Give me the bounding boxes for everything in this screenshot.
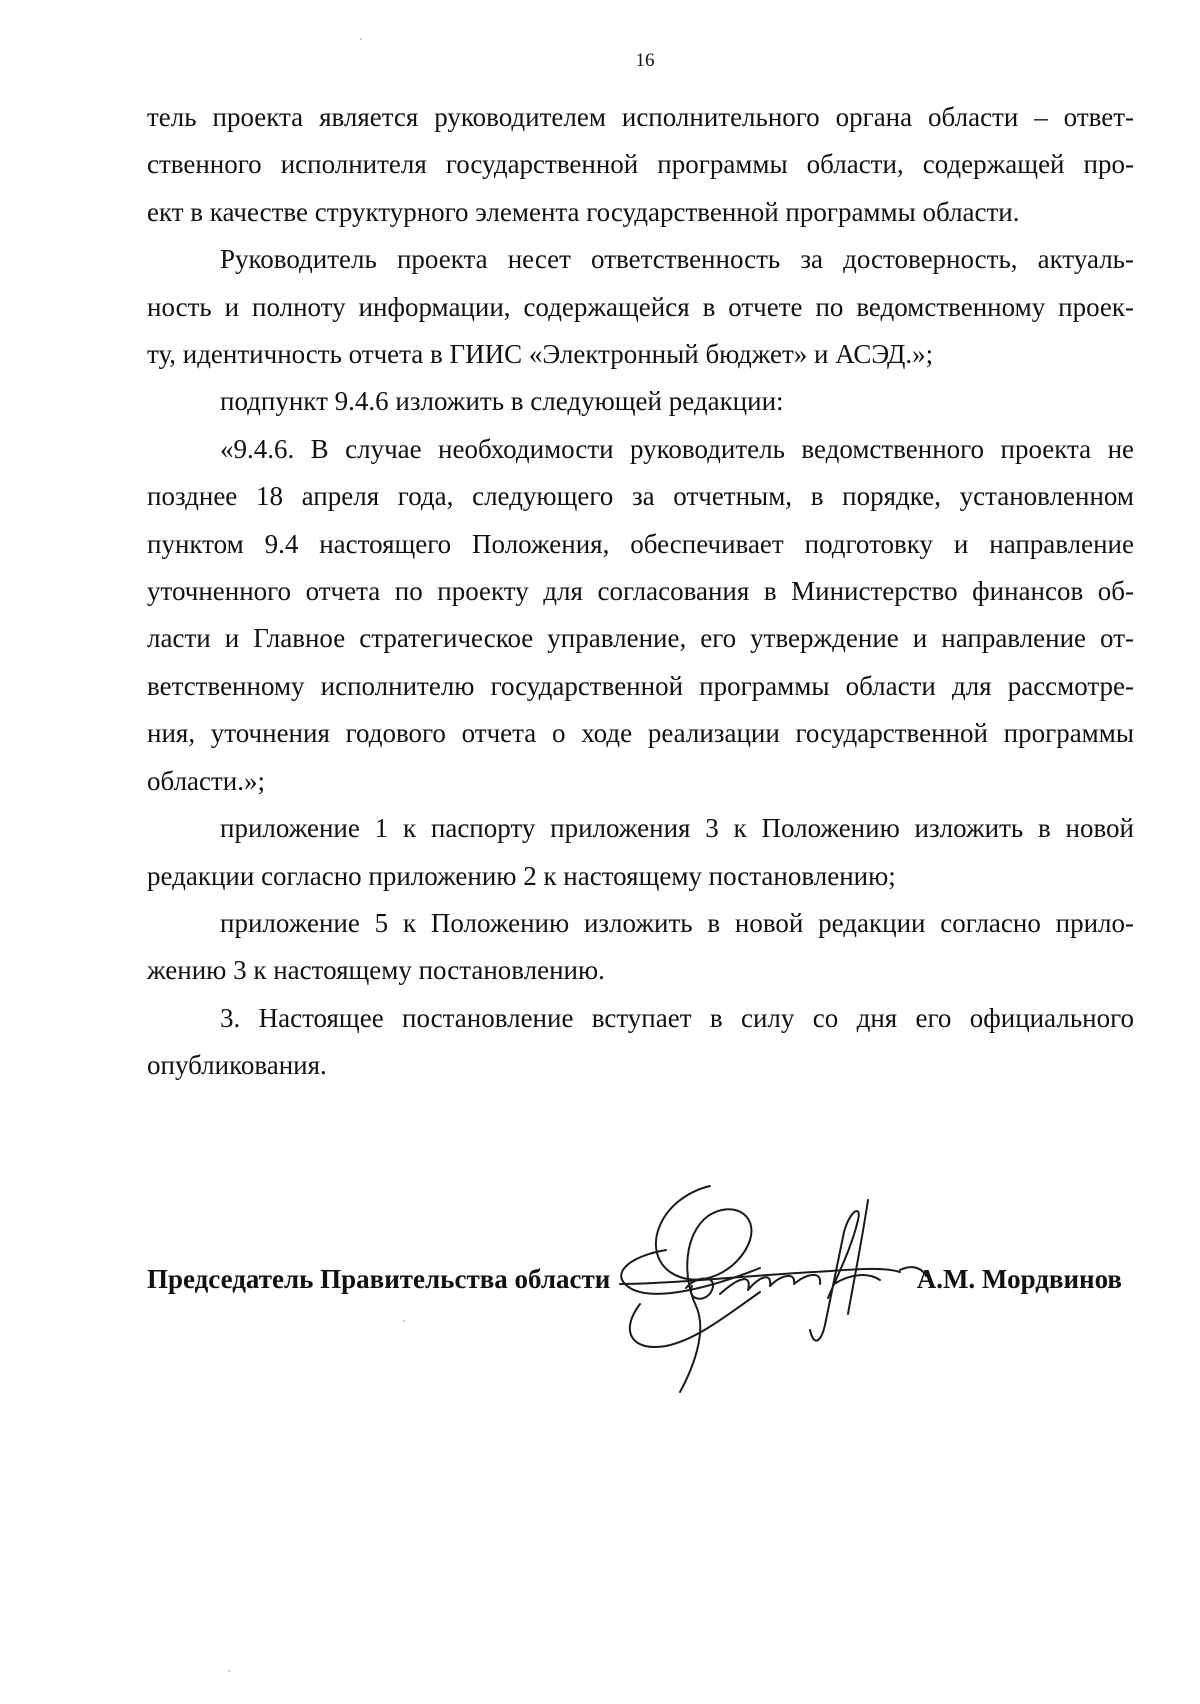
paragraph	[147, 426, 1134, 805]
signatory-name: А.М. Мордвинов	[916, 1264, 1122, 1294]
text-line: области.»;	[147, 765, 266, 796]
scan-speck	[403, 1320, 405, 1322]
signatory-position: Председатель Правительства области	[147, 1264, 611, 1294]
text-line: уточненного отчета по проекту для согласования в Министерство финансов об-	[147, 576, 1134, 607]
text-line: «9.4.6. В случае необходимости руководитель ведомственного проекта не	[220, 433, 1134, 464]
text-line: ния, уточнения годового отчета о ходе реализации государственной программы	[147, 718, 1134, 749]
paragraph	[147, 378, 1134, 425]
document-body	[147, 94, 1134, 1090]
text-line: позднее 18 апреля года, следующего за отчетным, в порядке, установленном	[147, 481, 1134, 512]
scan-speck	[360, 38, 362, 40]
text-line: пунктом 9.4 настоящего Положения, обеспечивает подготовку и направление	[147, 528, 1134, 559]
text-line: редакции согласно приложению 2 к настоящему постановлению;	[147, 860, 896, 891]
signature-block	[147, 1264, 1134, 1304]
text-line: опубликования.	[147, 1050, 327, 1081]
text-line: Руководитель проекта несет ответственность за достоверность, актуаль-	[220, 244, 1134, 275]
text-line: ность и полноту информации, содержащейся в отчете по ведомственному проек-	[147, 291, 1134, 322]
text-line: подпункт 9.4.6 изложить в следующей редакции:	[220, 386, 784, 417]
text-line: жению 3 к настоящему постановлению.	[147, 955, 605, 986]
paragraph	[147, 805, 1134, 900]
text-line: 3. Настоящее постановление вступает в силу со дня его официального	[220, 1002, 1134, 1033]
scan-speck	[228, 1670, 230, 1672]
paragraph	[147, 94, 1134, 236]
text-line: тель проекта является руководителем исполнительного органа области – ответ-	[147, 102, 1134, 132]
paragraph	[147, 900, 1134, 995]
page-number: 16	[635, 50, 655, 71]
text-line: ту, идентичность отчета в ГИИС «Электронный бюджет» и АСЭД.»;	[147, 339, 934, 370]
text-line: ект в качестве структурного элемента государственной программы области.	[147, 196, 1020, 227]
text-line: приложение 5 к Положению изложить в новой редакции согласно прило-	[220, 907, 1134, 938]
paragraph	[147, 236, 1134, 378]
text-line: приложение 1 к паспорту приложения 3 к Положению изложить в новой	[220, 813, 1134, 844]
paragraph	[147, 995, 1134, 1090]
text-line: ственного исполнителя государственной программы области, содержащей про-	[147, 149, 1134, 180]
text-line: ветственному исполнителю государственной программы области для рассмотре-	[147, 670, 1134, 701]
text-line: ласти и Главное стратегическое управление, его утверждение и направление от-	[147, 623, 1134, 654]
